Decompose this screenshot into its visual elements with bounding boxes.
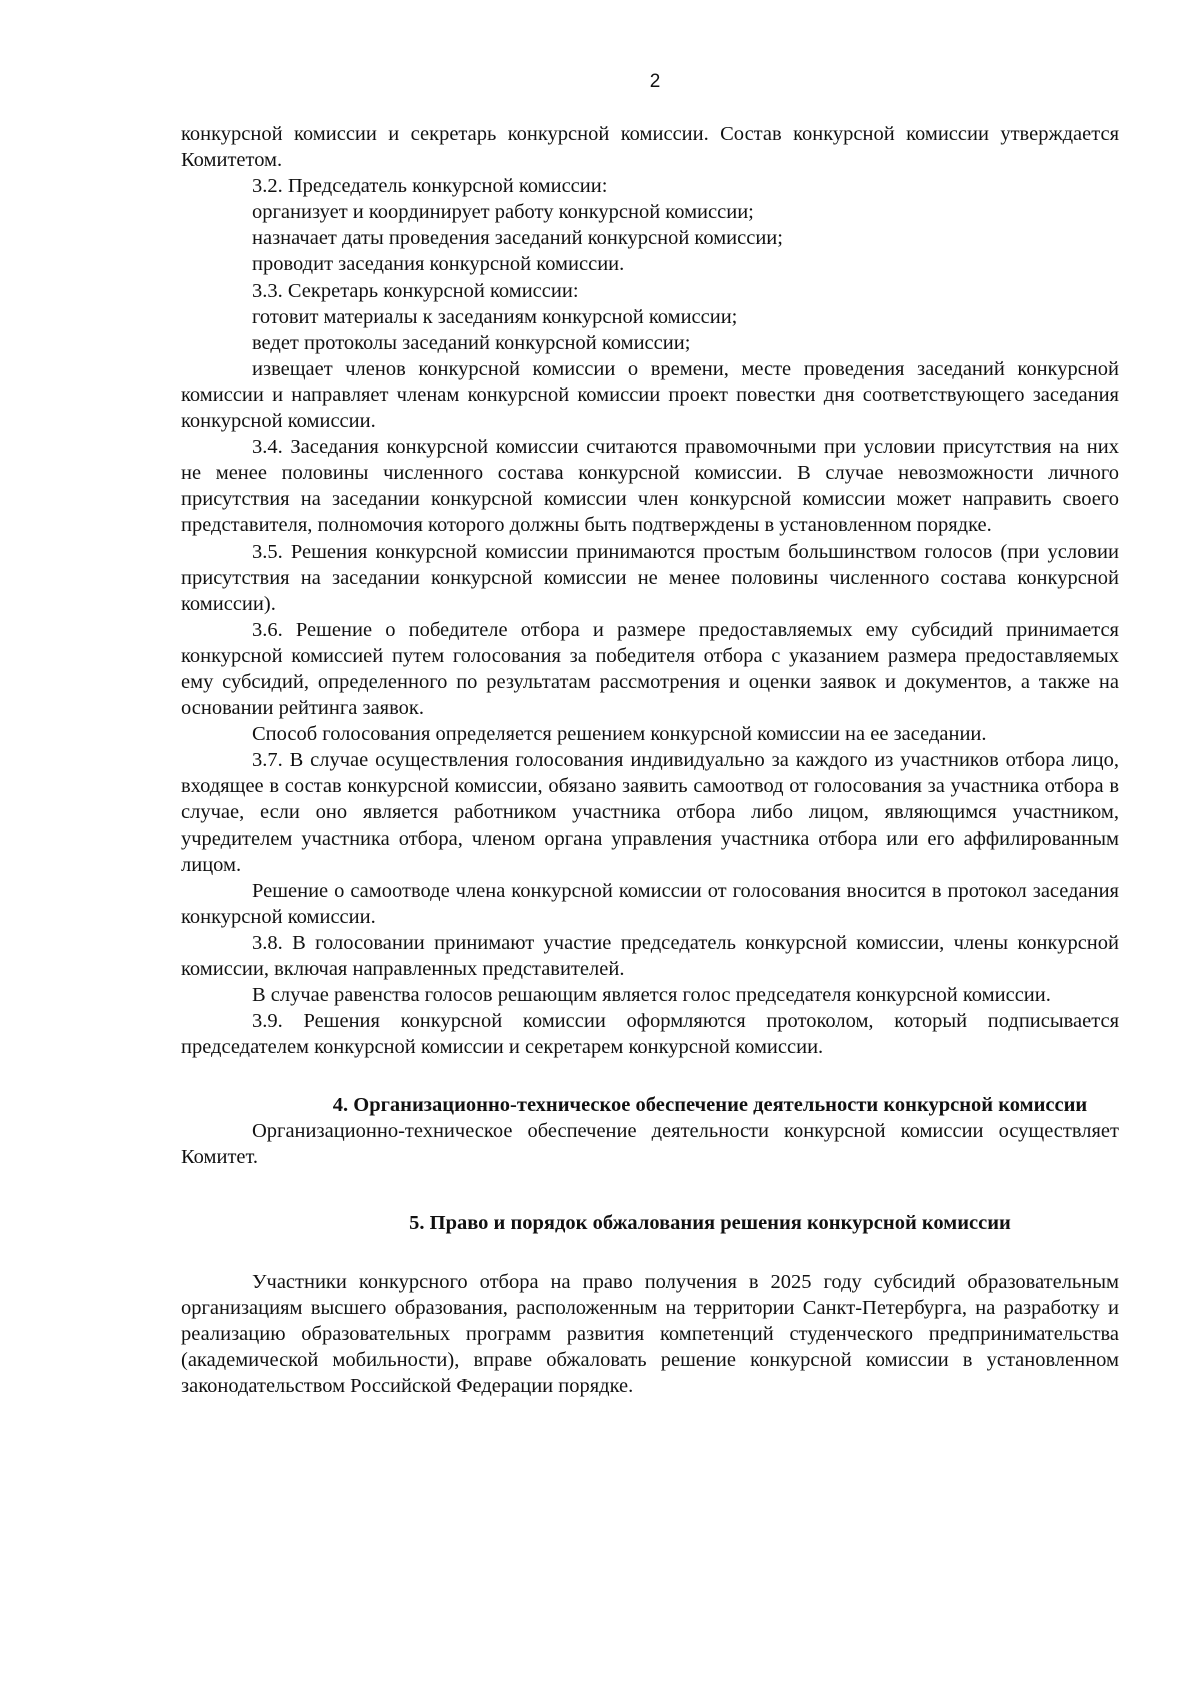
- page-number: 2: [649, 71, 661, 92]
- paragraph: 3.2. Председатель конкурсной комиссии:: [252, 175, 608, 198]
- paragraph: 3.6. Решение о победителе отбора и размере предоставляемых ему субсидий принимается конкурсной комиссией путем голосования за победителя отбора с указанием размера предоставляемых ему субсидий, определенного по результатам рассмотрения и оценки заявок и документов, а также на основании рейтинга заявок.: [181, 618, 1119, 720]
- paragraph: конкурсной комиссии и секретарь конкурсной комиссии. Состав конкурсной комиссии утверждается Комитетом.: [181, 123, 1119, 172]
- section-4-paragraph: Организационно-техническое обеспечение деятельности конкурсной комиссии осуществляет Комитет.: [181, 1120, 1119, 1169]
- paragraph: ведет протоколы заседаний конкурсной комиссии;: [252, 331, 691, 354]
- section-5-paragraph: Участники конкурсного отбора на право получения в 2025 году субсидий образовательным организациям высшего образования, расположенным на территории Санкт-Петербурга, на разработку и реализацию образовательных программ развития компетенций студенческого предпринимательства (академической мобильности), вправе обжаловать решение конкурсной комиссии в установленном законодательством Российской Федерации порядке.: [181, 1270, 1119, 1397]
- paragraph: 3.9. Решения конкурсной комиссии оформляются протоколом, который подписывается председателем конкурсной комиссии и секретарем конкурсной комиссии.: [181, 1010, 1119, 1059]
- paragraph: готовит материалы к заседаниям конкурсной комиссии;: [252, 305, 738, 328]
- section-3-paragraphs: [181, 121, 1119, 1060]
- paragraph: Способ голосования определяется решением конкурсной комиссии на ее заседании.: [252, 723, 987, 746]
- section-5-heading: 5. Право и порядок обжалования решения конкурсной комиссии: [409, 1211, 1011, 1234]
- paragraph: извещает членов конкурсной комиссии о времени, месте проведения заседаний конкурсной комиссии и направляет членам конкурсной комиссии проект повестки дня соответствующего заседания конкурсной комиссии.: [181, 357, 1119, 433]
- paragraph: назначает даты проведения заседаний конкурсной комиссии;: [252, 227, 783, 250]
- paragraph: Решение о самоотводе члена конкурсной комиссии от голосования вносится в протокол заседания конкурсной комиссии.: [181, 879, 1119, 928]
- section-4-heading: 4. Организационно-техническое обеспечение деятельности конкурсной комиссии: [332, 1094, 1088, 1117]
- paragraph: организует и координирует работу конкурсной комиссии;: [252, 201, 754, 224]
- paragraph: 3.7. В случае осуществления голосования индивидуально за каждого из участников отбора лицо, входящее в состав конкурсной комиссии, обязано заявить самоотвод от голосования за участника отбора в случае, если оно является работником участника отбора либо лицом, являющимся участником, учредителем участника отбора, членом органа управления участника отбора или его аффилированным лицом.: [181, 749, 1119, 876]
- paragraph: 3.4. Заседания конкурсной комиссии считаются правомочными при условии присутствия на них не менее половины численного состава конкурсной комиссии. В случае невозможности личного присутствия на заседании конкурсной комиссии член конкурсной комиссии может направить своего представителя, полномочия которого должны быть подтверждены в установленном порядке.: [181, 436, 1119, 537]
- paragraph: проводит заседания конкурсной комиссии.: [252, 253, 625, 276]
- paragraph: 3.8. В голосовании принимают участие председатель конкурсной комиссии, члены конкурсной комиссии, включая направленных представителей.: [181, 931, 1119, 980]
- paragraph: 3.3. Секретарь конкурсной комиссии:: [252, 279, 579, 302]
- document-body: [181, 121, 1119, 1399]
- paragraph: В случае равенства голосов решающим является голос председателя конкурсной комиссии.: [252, 984, 1051, 1007]
- paragraph: 3.5. Решения конкурсной комиссии принимаются простым большинством голосов (при условии присутствия на заседании конкурсной комиссии не менее половины численного состава конкурсной комиссии).: [181, 540, 1119, 615]
